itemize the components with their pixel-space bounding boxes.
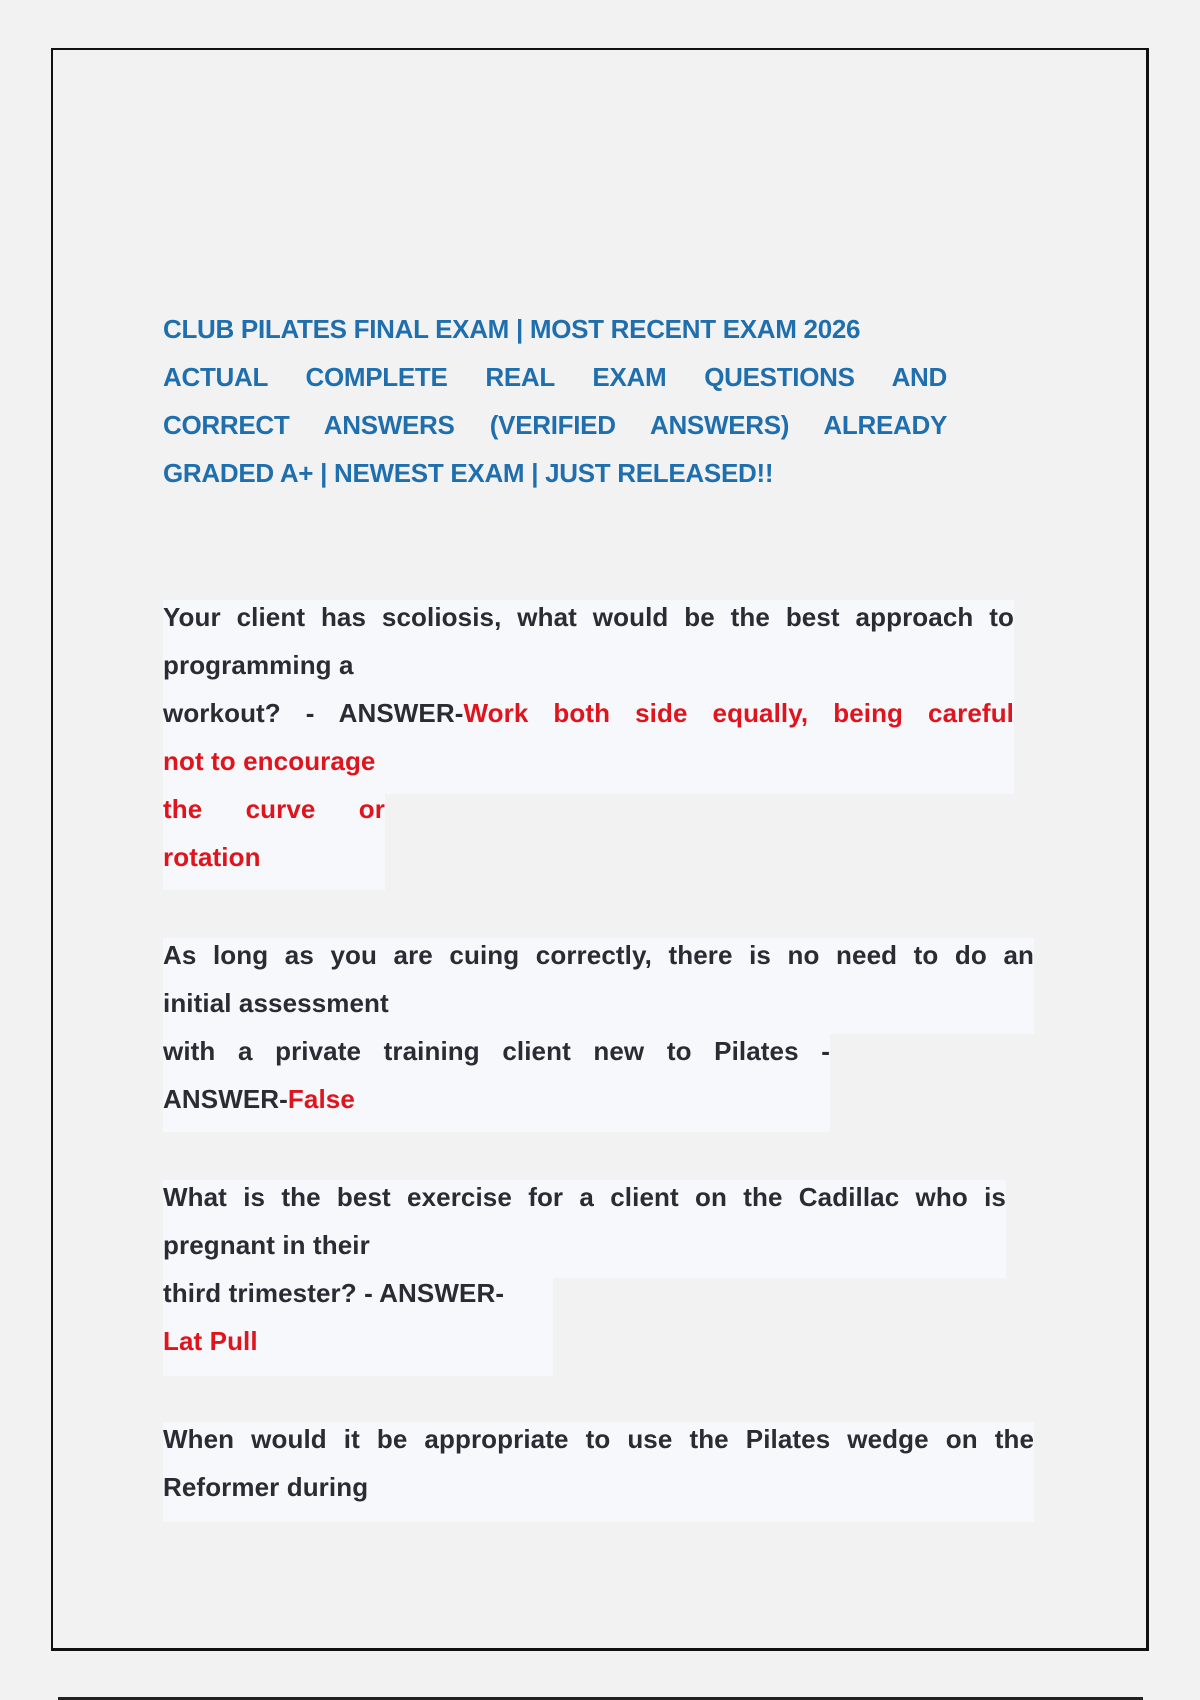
question-line: pregnant in their [163,1230,370,1260]
answer-text: Work both side equally, being careful [463,698,1014,728]
answer-text: False [287,1084,355,1114]
question-text: ANSWER- [163,1084,288,1114]
question-block [163,593,1014,881]
question-block [163,931,1034,1123]
question-line: with a private training client new to Pilates - [163,1036,830,1066]
answer-line: not to encourage [163,746,376,776]
answer-line: Lat Pull [163,1326,258,1356]
question-line: As long as you are cuing correctly, there is no need to do an [163,940,1034,970]
answer-line: rotation [163,842,261,872]
question-line: What is the best exercise for a client on the Cadillac who is [163,1182,1006,1212]
question-line: Your client has scoliosis, what would be the best approach to [163,602,1014,632]
question-line: initial assessment [163,988,389,1018]
title-line: ACTUAL COMPLETE REAL EXAM QUESTIONS AND [163,362,947,392]
question-text: workout? - ANSWER- [163,698,464,728]
question-line: third trimester? - ANSWER- [163,1278,505,1308]
question-answer-line [163,689,1014,737]
question-block [163,1415,1034,1511]
question-line: When would it be appropriate to use the Pilates wedge on the [163,1424,1034,1454]
question-block [163,1173,1006,1365]
question-line: Reformer during [163,1472,369,1502]
question-answer-line [163,1075,1034,1123]
title-line: GRADED A+ | NEWEST EXAM | JUST RELEASED!! [163,458,774,488]
exam-title [163,305,947,497]
title-line: CLUB PILATES FINAL EXAM | MOST RECENT EXAM 2026 [163,314,861,344]
answer-line: the curve or [163,794,385,824]
question-line: programming a [163,650,354,680]
title-line: CORRECT ANSWERS (VERIFIED ANSWERS) ALREADY [163,410,947,440]
